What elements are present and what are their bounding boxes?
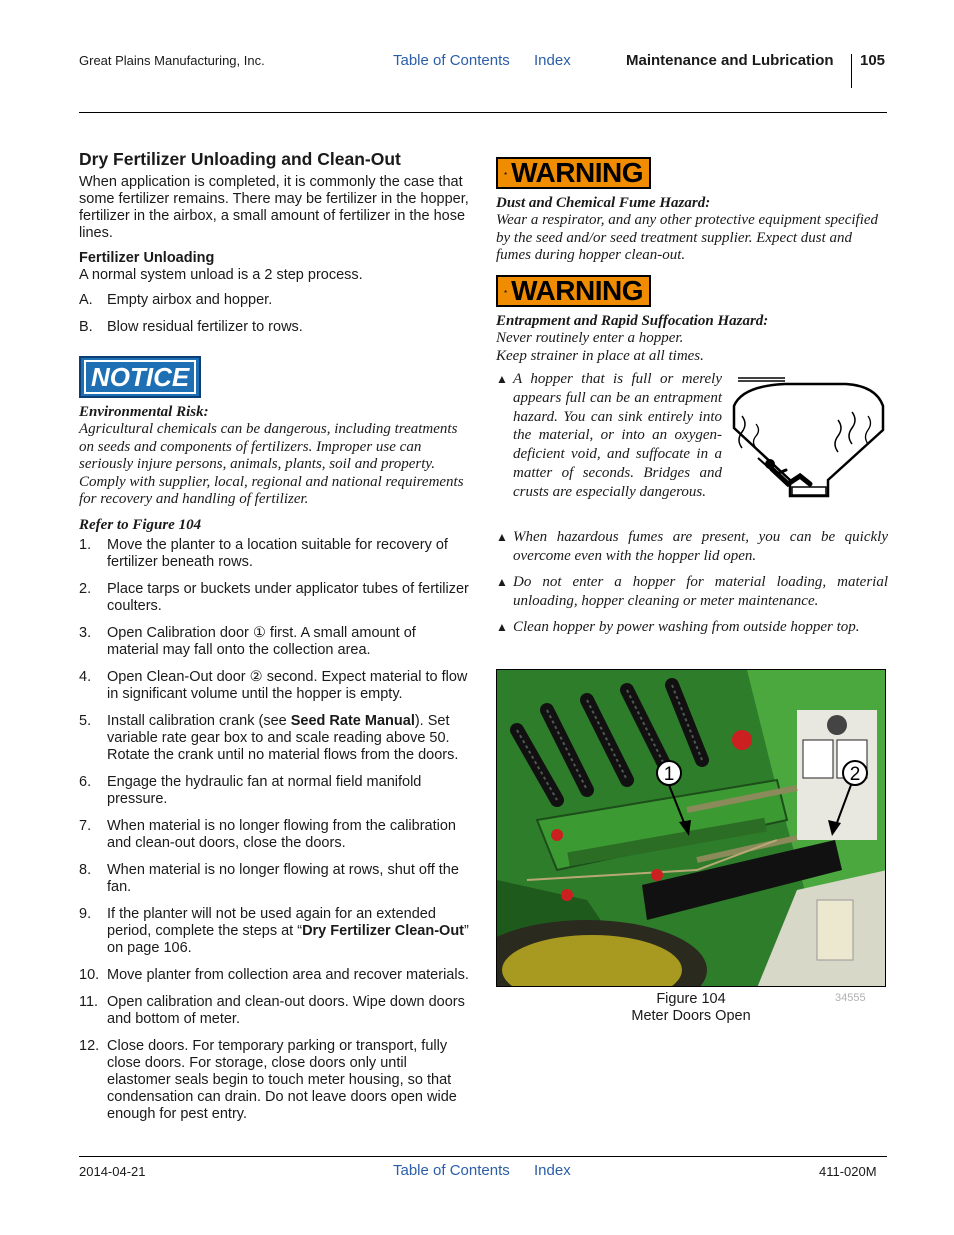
warning-triangle-icon (504, 163, 507, 183)
step-number: 2. (79, 580, 92, 597)
warning1-text (496, 195, 888, 265)
step-text: When material is no longer flowing at rows, shut off the fan. (107, 861, 459, 895)
hazard-bullet (496, 370, 722, 502)
step-number: 7. (79, 817, 92, 834)
header-divider (851, 54, 852, 88)
step-number: 5. (79, 712, 92, 729)
footer-rule (79, 1156, 887, 1157)
step-text: Move the planter to a location suitable for recovery of fertilizer beneath rows. (107, 536, 448, 570)
bullet-text: Do not enter a hopper for material loading, material unloading, hopper cleaning or meter maintenance. (513, 574, 888, 609)
step-item (79, 1038, 471, 1123)
step-number: 9. (79, 905, 92, 922)
figure-number: Figure 104 (656, 991, 726, 1007)
subintro-paragraph: A normal system unload is a 2 step process. (79, 267, 363, 283)
step-number: 6. (79, 773, 92, 790)
step-text: Open Calibration door ① first. A small amount of material may fall onto the collection area. (107, 624, 416, 658)
warning-triangle-icon (504, 281, 507, 301)
step-number: 4. (79, 668, 92, 685)
step-item (79, 906, 471, 957)
bullet-triangle-icon: ▲ (496, 575, 508, 589)
header-toc-link[interactable]: Table of Contents (393, 52, 510, 69)
intro-paragraph: When application is completed, it is commonly the case that some fertilizer remains. There may be fertilizer in the hopper, fertilizer in the airbox, a small amount of fertilizer in the hose lines. (79, 174, 469, 241)
step-number: 11. (79, 993, 99, 1010)
step-item (79, 967, 471, 984)
bullet-triangle-icon: ▲ (496, 372, 508, 386)
notice-badge (79, 356, 201, 398)
step-number: 8. (79, 861, 92, 878)
step-text-pre: If the planter will not be used again for an extended period, complete the steps at “ (107, 905, 436, 939)
bullet-text: Clean hopper by power washing from outside hopper top. (513, 619, 860, 635)
bullet-triangle-icon: ▲ (496, 530, 508, 544)
hazard-bullets (496, 528, 888, 637)
step-text (107, 713, 471, 764)
page-number: 105 (860, 52, 886, 69)
callout-1-label: 1 (663, 764, 675, 785)
step-text: Close doors. For temporary parking or transport, fully close doors. For storage, close doors only until elastomer seals begin to touch meter housing, so that condensation can drain. Do not leave doors open wide enough for pest entry. (107, 1037, 457, 1122)
footer-date: 2014-04-21 (79, 1164, 146, 1179)
step-item (79, 625, 471, 659)
step-text: When material is no longer flowing from the calibration and clean-out doors, close the doors. (107, 817, 456, 851)
warning2-text (496, 313, 888, 365)
lettered-item (79, 292, 471, 309)
step-number: 10. (79, 966, 100, 983)
notice-label: NOTICE (84, 360, 196, 394)
step-item (79, 713, 471, 764)
step-text-post: ). Set variable rate gear box to and scale reading above 50. Rotate the crank until no material flows from the doors. (107, 712, 459, 763)
figure-title: Meter Doors Open (631, 1008, 751, 1024)
step-text: Place tarps or buckets under applicator tubes of fertilizer coulters. (107, 580, 469, 614)
hopper-entrapment-illustration (728, 372, 888, 502)
lettered-text: Blow residual fertilizer to rows. (107, 319, 303, 335)
callout-2-label: 2 (849, 764, 861, 785)
meter-doors-photo-illustration (497, 670, 886, 987)
figure-reference: Refer to Figure 104 (79, 516, 202, 533)
subheading: Fertilizer Unloading (79, 250, 215, 266)
header-section-title: Maintenance and Lubrication (626, 52, 834, 69)
step-number: 3. (79, 624, 92, 641)
step-text-pre: Install calibration crank (see (107, 712, 291, 729)
step-number: 1. (79, 536, 92, 553)
step-item (79, 994, 471, 1028)
step-text: Open calibration and clean-out doors. Wipe down doors and bottom of meter. (107, 993, 465, 1027)
header-index-link[interactable]: Index (534, 52, 571, 69)
warning-label: WARNING (511, 157, 643, 188)
header-rule (79, 112, 887, 113)
step-number: 12. (79, 1037, 100, 1054)
step-item (79, 537, 471, 571)
step-item (79, 818, 471, 852)
warning1-body: Wear a respirator, and any other protective equipment specified by the seed and/or seed treatment supplier. Expect dust and fumes during hopper clean-out. (496, 212, 879, 263)
step-text: Open Clean-Out door ② second. Expect material to flow in significant volume until the hopper is empty. (107, 668, 468, 702)
lettered-item (79, 319, 471, 336)
step-item (79, 581, 471, 615)
step-item (79, 774, 471, 808)
bullet-triangle-icon: ▲ (496, 620, 508, 634)
warning2-line2: Keep strainer in place at all times. (496, 347, 704, 364)
figure-104-photo (496, 669, 886, 987)
warning1-title: Dust and Chemical Fume Hazard: (496, 195, 711, 211)
bullet-text: When hazardous fumes are present, you can be quickly overcome even with the hopper lid open. (513, 529, 888, 564)
warning2-title: Entrapment and Rapid Suffocation Hazard: (496, 313, 769, 329)
procedure-steps (79, 537, 471, 1123)
lettered-marker: A. (79, 292, 93, 308)
step-text-post: ” on page 106. (107, 922, 469, 956)
warning2-line1: Never routinely enter a hopper. (496, 330, 684, 346)
step-text (107, 906, 471, 957)
seed-rate-manual-ref: Seed Rate Manual (290, 712, 415, 729)
footer-doc-number: 411-020M (819, 1164, 877, 1179)
warning-label: WARNING (511, 275, 643, 306)
section-title: Dry Fertilizer Unloading and Clean-Out (79, 149, 401, 169)
figure-image-id: 34555 (835, 992, 866, 1004)
lettered-marker: B. (79, 319, 93, 335)
header-company: Great Plains Manufacturing, Inc. (79, 53, 265, 68)
footer-index-link[interactable]: Index (534, 1162, 571, 1179)
left-column (79, 148, 471, 1133)
figure-caption (496, 991, 886, 1025)
step-item (79, 862, 471, 896)
bullet-text: A hopper that is full or merely appears full can be an entrapment hazard. You can sink entirely into the material, or into an oxygen-deficient void, and suffocate in a matter of seconds. Bridges and crusts are especially dangerous. (513, 371, 722, 500)
notice-body: Agricultural chemicals can be dangerous, including treatments on seeds and components of fertilizers. Improper use can seriously injure persons, animals, plants, soil and property. Comply with supplier, local, regional and national requirements for recovery and handling of fertilizer. (79, 421, 464, 507)
step-text: Move planter from collection area and recover materials. (107, 966, 469, 983)
clean-out-ref: Dry Fertilizer Clean-Out (302, 922, 465, 939)
notice-title: Environmental Risk: (79, 404, 209, 420)
footer-toc-link[interactable]: Table of Contents (393, 1162, 510, 1179)
step-text: Engage the hydraulic fan at normal field manifold pressure. (107, 773, 422, 807)
lettered-text: Empty airbox and hopper. (107, 292, 273, 308)
warning-badge (496, 275, 651, 307)
step-item (79, 669, 471, 703)
warning-badge (496, 157, 651, 189)
